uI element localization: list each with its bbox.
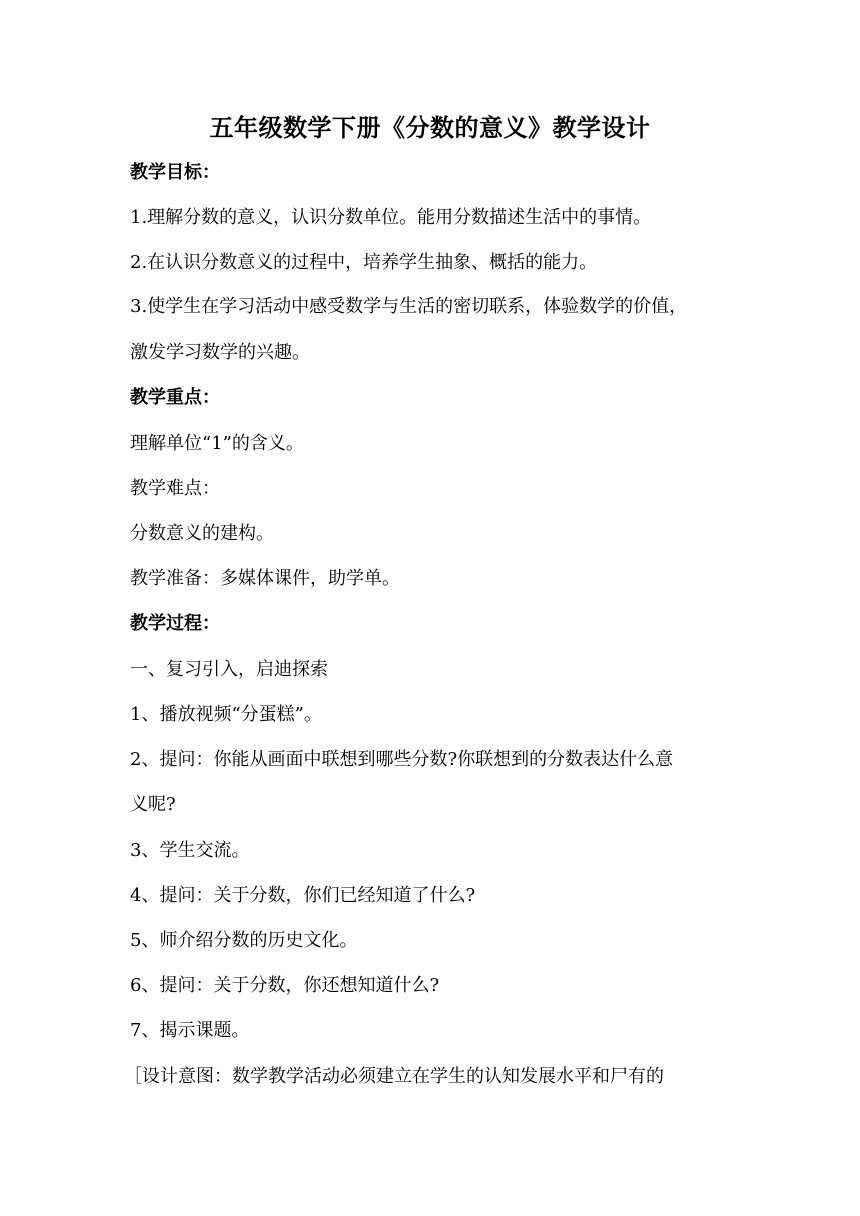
section-heading-objectives: 教学目标：: [130, 162, 220, 183]
objective-3: 3.使学生在学习活动中感受数学与生活的密切联系，体验数学的价值，: [130, 296, 688, 317]
process-step-5: 5、师介绍分数的历史文化。: [130, 930, 358, 951]
objective-3-continued: 激发学习数学的兴趣。: [130, 342, 310, 363]
process-step-3: 3、学生交流。: [130, 840, 250, 861]
process-step-2: 2、提问：你能从画面中联想到哪些分数?你联想到的分数表达什么意: [130, 749, 674, 770]
key-point-text: 理解单位“1”的含义。: [130, 433, 304, 454]
section-heading-process: 教学过程：: [130, 613, 220, 634]
process-step-1: 1、播放视频“分蛋糕”。: [130, 704, 322, 725]
design-intent-text: ［设计意图：数学教学活动必须建立在学生的认知发展水平和尸有的: [124, 1066, 664, 1087]
objective-1: 1.理解分数的意义，认识分数单位。能用分数描述生活中的事情。: [130, 207, 652, 228]
process-step-4: 4、提问：关于分数，你们已经知道了什么?: [130, 885, 476, 906]
difficulty-text: 分数意义的建构。: [130, 523, 274, 544]
process-step-2-continued: 义呢?: [130, 794, 176, 815]
process-part-1-heading: 一、复习引入，启迪探索: [130, 659, 328, 680]
section-heading-difficulty: 教学难点：: [130, 478, 220, 499]
preparation-text: 教学准备：多媒体课件，助学单。: [130, 568, 400, 589]
process-step-7: 7、揭示课题。: [130, 1020, 250, 1041]
process-step-6: 6、提问：关于分数，你还想知道什么?: [130, 975, 440, 996]
section-heading-key-point: 教学重点：: [130, 387, 220, 408]
document-title: 五年级数学下册《分数的意义》教学设计: [209, 113, 651, 142]
objective-2: 2.在认识分数意义的过程中，培养学生抽象、概括的能力。: [130, 252, 598, 273]
